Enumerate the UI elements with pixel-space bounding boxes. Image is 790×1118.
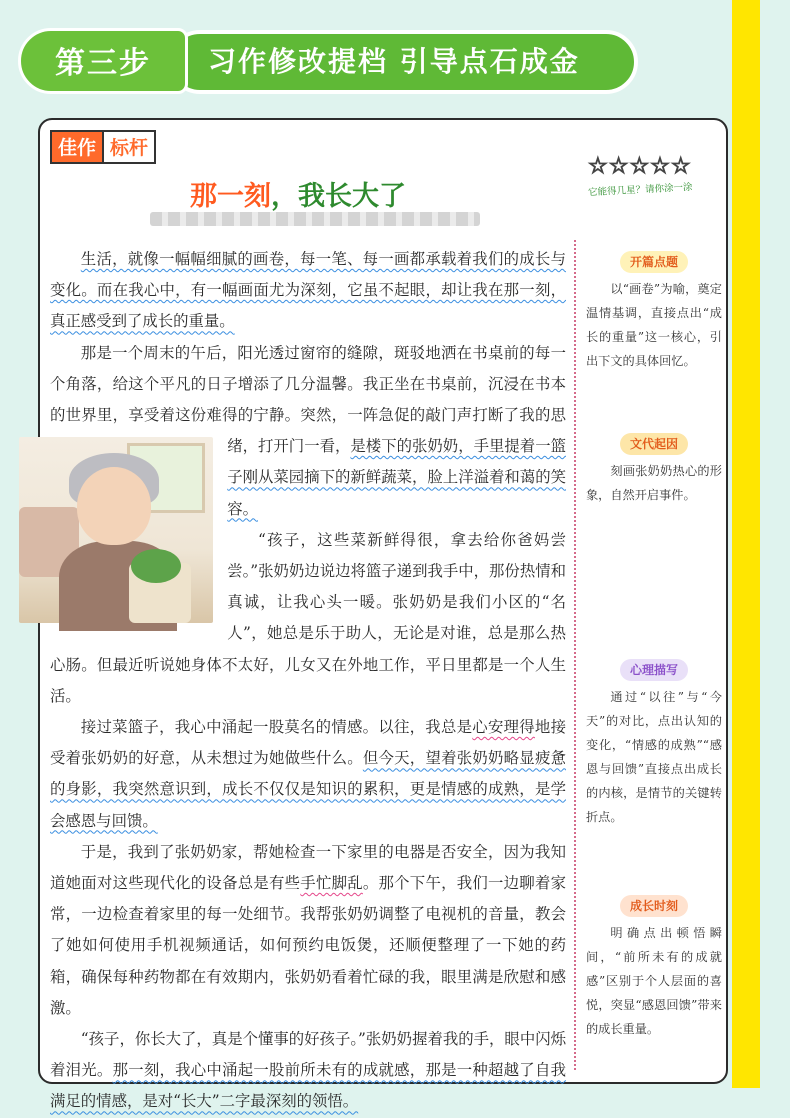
paragraph-4-underlined: 但今天，望着张奶奶略显疲惫的身影，我突然意识到，成长不仅仅是知识的累积，更是情感的成熟，是学会感恩与回馈。	[50, 749, 566, 830]
star-icons[interactable]: ☆☆☆☆☆	[588, 154, 692, 179]
right-color-stripe	[732, 0, 760, 1088]
essay-title-sep: ，	[271, 181, 298, 212]
step-label: 第三步	[18, 28, 188, 94]
essay-title-part1: 那一刻	[190, 181, 271, 212]
side-note-text: 以“画卷”为喻，奠定温情基调，直接点出“成长的重量”这一核心，引出下文的具体回忆。	[586, 282, 722, 368]
paragraph-6-underlined: 那一刻，我心中涌起一股前所未有的成就感，那是一种超越了自我满足的情感，是对“长大”二字最深刻的领悟。	[50, 1061, 566, 1111]
side-note-cause	[586, 432, 722, 507]
paragraph-4-a: 接过菜篮子，我心中涌起一股莫名的情感。以往，我总是	[80, 718, 473, 737]
paragraph-2-underlined: 是楼下的张奶奶，手里提着一篮子刚从菜园摘下的新鲜蔬菜，脸上洋溢着和蔼的笑容。	[227, 437, 566, 518]
paragraph-4-b: 地接受着张奶奶的好意，从未想过为她做些什么。	[50, 718, 566, 768]
paragraph-5-a: 于是，我到了张奶奶家，帮她检查一下家里的电器是否安全，因为我知道她面对这些现代化的设备总是有些	[50, 842, 566, 893]
side-note-text: 刻画张奶奶热心的形象，自然开启事件。	[586, 464, 722, 502]
column-divider	[574, 240, 576, 1070]
side-note-label: 心理描写	[620, 659, 688, 681]
paragraph-5-idiom: 手忙脚乱	[300, 874, 363, 893]
essay-title	[190, 174, 406, 213]
paragraph-3: “孩子，这些菜新鲜得很，拿去给你爸妈尝尝。”张奶奶边说边将篮子递到我手中，那份热情和真诚，让我心头一暖。张奶奶是我们小区的“名人”，她总是乐于助人，无论是对谁，总是那么热心肠。但最近听说她身体不太好，儿女又在外地工作，平日里都是一个人生活。	[50, 530, 566, 705]
paragraph-4	[50, 712, 566, 837]
badge-part2: 标杆	[104, 130, 156, 164]
side-note-label: 文代起因	[620, 433, 688, 455]
side-note-psychology	[586, 658, 722, 829]
star-caption: 它能得几星？请你涂一涂	[587, 181, 693, 199]
side-note-label: 成长时刻	[620, 895, 688, 917]
essay-title-part2: 我长大了	[298, 181, 406, 212]
paragraph-1-text: 生活，就像一幅幅细腻的画卷，每一笔、每一画都承载着我们的成长与变化。而在我心中，有一幅画面尤为深刻，它虽不起眼，却让我在那一刻，真正感受到了成长的重量。	[50, 250, 566, 331]
paragraph-2-text: 那是一个周末的午后，阳光透过窗帘的缝隙，斑驳地洒在书桌前的每一个角落，给这个平凡的日子增添了几分温馨。我正坐在书桌前，沉浸在书本的世界里，享受着这份难得的宁静。突然，一阵急促的敲门声打断了我的思绪，打开门一看，	[50, 343, 566, 456]
paragraph-6	[50, 1024, 566, 1118]
side-note-text: 通过“以往”与“今天”的对比，点出认知的变化，“情感的成熟”“感恩与回馈”直接点出成长的内核，是情节的关键转折点。	[586, 690, 722, 824]
paragraph-4-idiom: 心安理得	[472, 718, 535, 737]
model-essay-badge	[50, 130, 156, 170]
grandma-illustration	[19, 437, 213, 623]
paragraph-6-a: “孩子，你长大了，真是个懂事的好孩子。”张奶奶握着我的手，眼中闪烁着泪光。	[50, 1030, 566, 1080]
badge-part1: 佳作	[50, 130, 104, 164]
paragraph-5	[50, 837, 566, 1024]
side-note-growth	[586, 894, 722, 1041]
section-header	[18, 28, 638, 96]
section-title: 习作修改提档 引导点石成金	[168, 30, 638, 94]
side-note-text: 明确点出顿悟瞬间，“前所未有的成就感”区别于个人层面的喜悦，突显“感恩回馈”带来的成长重量。	[586, 926, 722, 1036]
paragraph-1	[50, 244, 566, 338]
paragraph-5-b: 。那个下午，我们一边聊着家常，一边检查着家里的每一处细节。我帮张奶奶调整了电视机的音量，教会了她如何使用手机视频通话，如何预约电饭煲，还顺便整理了一下她的药箱，确保每种药物都在有效期内，张奶奶看着忙碌的我，眼里满是欣慰和感激。	[50, 874, 566, 1017]
paragraph-2	[50, 338, 566, 525]
essay-body	[50, 244, 566, 1118]
side-note-label: 开篇点题	[620, 251, 688, 273]
essay-card	[38, 118, 728, 1111]
star-rating[interactable]	[587, 154, 718, 199]
side-note-opening	[586, 250, 722, 373]
blurred-byline	[150, 212, 480, 226]
